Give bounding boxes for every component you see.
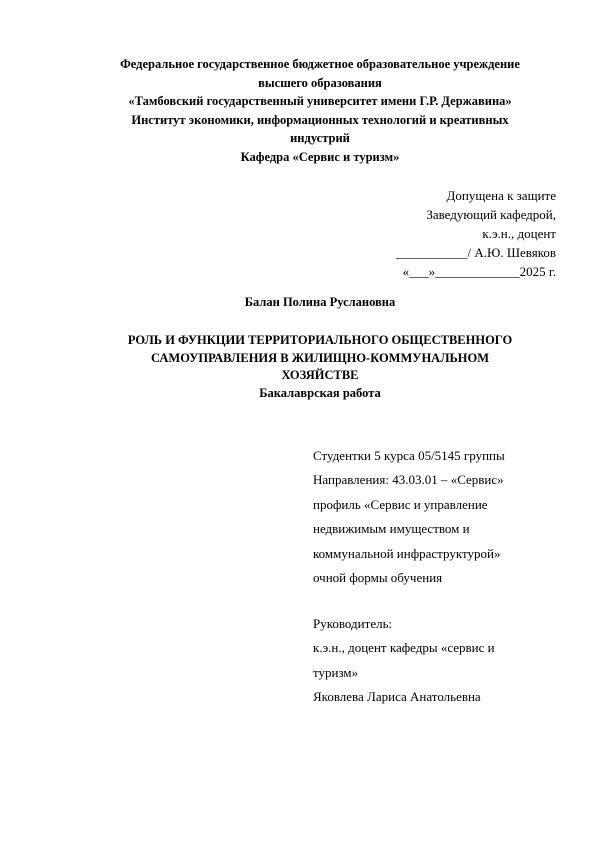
supervisor-label: Руководитель: xyxy=(313,616,393,631)
supervisor-position-line-1: к.э.н., доцент кафедры «сервис и xyxy=(313,640,495,656)
header-line-university: «Тамбовский государственный университет имени Г.Р. Державина» xyxy=(128,94,512,108)
approval-block xyxy=(296,186,556,281)
approval-head-of-department: Заведующий кафедрой, xyxy=(426,207,556,222)
student-study-form: очной формы обучения xyxy=(313,570,443,586)
approval-signature-line: ___________/ А.Ю. Шевяков xyxy=(396,245,556,260)
supervisor-position-line-2: туризм» xyxy=(313,664,359,680)
thesis-type: Бакалаврская работа xyxy=(259,385,381,400)
student-info xyxy=(313,444,553,590)
student-profile-line-2: недвижимым имуществом и xyxy=(313,521,470,537)
header-line-institute: Институт экономики, информационных технологий и креативных xyxy=(131,112,509,127)
thesis-title-line-3: ХОЗЯЙСТВЕ xyxy=(281,368,359,382)
header-line-education-level: высшего образования xyxy=(258,75,382,90)
header-line-ministry: Федеральное государственное бюджетное образовательное учреждение xyxy=(120,57,520,71)
supervisor-info xyxy=(313,612,553,710)
author-name: Балан Полина Руслановна xyxy=(244,295,396,309)
header-line-institute-cont: индустрий xyxy=(290,131,350,145)
supervisor-name: Яковлева Лариса Анатольевна xyxy=(313,689,481,705)
thesis-title-line-1: РОЛЬ И ФУНКЦИИ ТЕРРИТОРИАЛЬНОГО ОБЩЕСТВЕННОГО xyxy=(127,333,513,347)
approval-admitted: Допущена к защите xyxy=(446,188,556,203)
student-profile-line-3: коммунальной инфраструктурой» xyxy=(313,545,501,561)
approval-degree: к.э.н., доцент xyxy=(482,226,556,241)
student-direction: Направления: 43.03.01 – «Сервис» xyxy=(313,472,504,488)
approval-date-line: «___»_____________2025 г. xyxy=(402,264,556,279)
header-line-department: Кафедра «Сервис и туризм» xyxy=(240,149,400,164)
thesis-title xyxy=(80,332,560,402)
student-profile-line-1: профиль «Сервис и управление xyxy=(313,496,488,512)
thesis-title-line-2: САМОУПРАВЛЕНИЯ В ЖИЛИЩНО-КОММУНАЛЬНОМ xyxy=(150,350,490,365)
student-course-group: Студентки 5 курса 05/5145 группы xyxy=(313,448,505,463)
institution-header xyxy=(80,55,560,166)
